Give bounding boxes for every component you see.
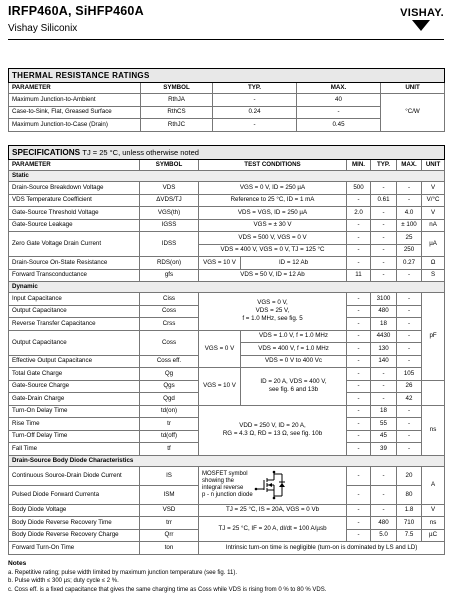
unit-cell: V [422,182,445,195]
unit-cell: V/°C [422,194,445,207]
min-cell: - [347,405,371,418]
typ-cell: - [371,207,397,220]
symbol-cell: tr [140,418,199,431]
max-cell: 40 [297,94,381,107]
typ-cell: 0.61 [371,194,397,207]
table-row [9,466,445,485]
cond-line: VDD = 250 V, ID = 20 A, [239,422,306,429]
min-cell: - [347,393,371,406]
specs-title-row [9,146,445,160]
param-cell: Rise Time [9,418,140,431]
min-cell: - [347,368,371,381]
cond-cell: VGS = 10 V [199,368,241,406]
cond-cell: VDS = VGS, ID = 250 µA [199,207,347,220]
min-cell: - [347,194,371,207]
note-item: a. Repetitive rating; pulse width limited by maximum junction temperature (see fig. 11). [8,569,237,576]
table-row [9,219,445,232]
cond-cell: TJ = 25 °C, IS = 20A, VGS = 0 Vb [199,504,347,517]
unit-cell: Ω [422,257,445,270]
col-header: PARAMETER [9,160,140,171]
cond-cell: VDS = 400 V, VGS = 0 V, TJ = 125 °C [199,244,347,257]
symbol-cell: ton [140,542,199,555]
max-cell: - [397,430,422,443]
param-cell: Gate-Source Threshold Voltage [9,207,140,220]
symbol-cell: Coss [140,305,199,318]
table-row [9,106,445,119]
max-cell: 25 [397,232,422,245]
cond-line: VDS = 25 V, [255,307,290,315]
min-cell: - [347,330,371,343]
cond-line: MOSFET symbol [202,471,248,477]
param-cell: Drain-Source On-State Resistance [9,257,140,270]
min-cell: - [347,355,371,368]
table-row [9,368,445,381]
typ-cell: - [371,504,397,517]
symbol-cell: VSD [140,504,199,517]
param-cell: Output Capacitance [9,330,140,355]
symbol-cell: Qgs [140,380,199,393]
min-cell: 500 [347,182,371,195]
max-cell: 7.5 [397,529,422,542]
param-cell: Fall Time [9,443,140,456]
unit-cell: V [422,504,445,517]
param-cell: VDS Temperature Coefficient [9,194,140,207]
min-cell: - [347,485,371,504]
param-cell: Drain-Source Breakdown Voltage [9,182,140,195]
cond-cell [241,368,347,406]
min-cell: - [347,443,371,456]
symbol-cell: Qg [140,368,199,381]
typ-cell: - [371,485,397,504]
table-row [9,194,445,207]
typ-cell: 45 [371,430,397,443]
table-row [9,542,445,555]
param-cell: Body Diode Reverse Recovery Time [9,517,140,530]
symbol-cell: td(off) [140,430,199,443]
specs-title: SPECIFICATIONS [12,147,81,157]
unit-cell: µC [422,529,445,542]
min-cell: 11 [347,269,371,282]
typ-cell: 5.0 [371,529,397,542]
param-cell: Case-to-Sink, Flat, Greased Surface [9,106,141,119]
cond-line: f = 1.0 MHz, see fig. 5 [242,315,303,323]
cond-cell: VDS = 400 V, f = 1.0 MHz [241,343,347,356]
typ-cell: - [371,368,397,381]
typ-cell: 0.24 [213,106,297,119]
col-header: TYP. [371,160,397,171]
symbol-cell: Qrr [140,529,199,542]
min-cell: 2.0 [347,207,371,220]
unit-cell: V [422,207,445,220]
max-cell: - [397,194,422,207]
min-cell: - [347,293,371,306]
param-cell: Input Capacitance [9,293,140,306]
section-diode: Drain-Source Body Diode Characteristics [9,455,445,466]
typ-cell: 39 [371,443,397,456]
max-cell: - [397,293,422,306]
param-cell: Reverse Transfer Capacitance [9,318,140,331]
symbol-cell: gfs [140,269,199,282]
max-cell: - [397,405,422,418]
symbol-cell: Qgd [140,393,199,406]
unit-cell: µA [422,232,445,257]
max-cell: 0.45 [297,119,381,132]
max-cell: 80 [397,485,422,504]
table-row [9,405,445,418]
table-row [9,119,445,132]
typ-cell: 140 [371,355,397,368]
min-cell: - [347,232,371,245]
typ-cell: - [213,119,297,132]
thermal-table [8,68,445,132]
symbol-cell: Coss [140,330,199,355]
cond-line: integral reverse [202,485,244,491]
table-row [9,504,445,517]
max-cell: 42 [397,393,422,406]
cond-cell: VDS = 50 V, ID = 12 Ab [199,269,347,282]
col-header: MAX. [397,160,422,171]
typ-cell: 55 [371,418,397,431]
symbol-cell: RthJC [141,119,213,132]
table-row [9,207,445,220]
max-cell: 105 [397,368,422,381]
min-cell: - [347,318,371,331]
cond-line: RG = 4.3 Ω, RD = 13 Ω, see fig. 10b [222,430,323,437]
max-cell: - [397,418,422,431]
symbol-cell: Coss eff. [140,355,199,368]
note-item: c. Coss eff. is a fixed capacitance that gives the same charging time as Coss while VDS is rising from 0 % to 80 % VDS. [8,586,327,593]
max-cell: 4.0 [397,207,422,220]
symbol-cell: RthCS [141,106,213,119]
unit-cell: °C/W [381,94,445,132]
param-cell: Maximum Junction-to-Ambient [9,94,141,107]
symbol-cell: trr [140,517,199,530]
typ-cell: 3100 [371,293,397,306]
mosfet-symbol-icon [254,470,288,500]
typ-cell: - [371,466,397,485]
table-row [9,182,445,195]
symbol-cell: IGSS [140,219,199,232]
table-row [9,517,445,530]
typ-cell: 480 [371,305,397,318]
param-cell: Forward Transconductance [9,269,140,282]
cond-cell: TJ = 25 °C, IF = 20 A, dI/dt = 100 A/µsb [199,517,347,542]
cond-cell: ID = 12 Ab [241,257,347,270]
max-cell: - [397,318,422,331]
unit-cell: nA [422,219,445,232]
max-cell: - [397,269,422,282]
thermal-title: THERMAL RESISTANCE RATINGS [9,69,445,83]
max-cell: 710 [397,517,422,530]
min-cell: - [347,219,371,232]
typ-cell: - [371,232,397,245]
max-cell: - [397,182,422,195]
unit-cell: A [422,466,445,504]
max-cell: - [397,305,422,318]
param-cell: Gate-Drain Charge [9,393,140,406]
cond-cell: VGS = 0 V, ID = 250 µA [199,182,347,195]
cond-line: p - n junction diode [202,492,253,498]
typ-cell: - [371,257,397,270]
min-cell: - [347,244,371,257]
max-cell: 250 [397,244,422,257]
min-cell: - [347,257,371,270]
symbol-cell: td(on) [140,405,199,418]
col-header: SYMBOL [140,160,199,171]
typ-cell: 4430 [371,330,397,343]
unit-cell: ns [422,405,445,455]
symbol-cell: ISM [140,485,199,504]
notes-title: Notes [8,560,27,567]
param-cell: Gate-Source Leakage [9,219,140,232]
param-cell: Maximum Junction-to-Case (Drain) [9,119,141,132]
typ-cell: 18 [371,318,397,331]
col-header: SYMBOL [141,83,213,94]
typ-cell: - [371,269,397,282]
min-cell: - [347,517,371,530]
header-rule [8,39,444,40]
typ-cell: - [371,393,397,406]
symbol-cell: Ciss [140,293,199,306]
min-cell: - [347,343,371,356]
cond-cell: VGS = 10 V [199,257,241,270]
param-cell: Pulsed Diode Forward Currenta [9,485,140,504]
cond-cell [199,466,347,504]
typ-cell: - [371,182,397,195]
min-cell: - [347,430,371,443]
specs-condition: TJ = 25 °C, unless otherwise noted [82,147,199,157]
cond-line: see fig. 6 and 13b [268,386,319,394]
cond-cell: VDS = 1.0 V, f = 1.0 MHz [241,330,347,343]
max-cell: 20 [397,466,422,485]
part-number: IRFP460A, SiHFP460A [8,4,144,18]
typ-cell: - [371,219,397,232]
col-header: TEST CONDITIONS [199,160,347,171]
typ-cell: 18 [371,405,397,418]
min-cell: - [347,529,371,542]
cond-cell [199,293,347,331]
symbol-cell: RthJA [141,94,213,107]
section-dynamic: Dynamic [9,282,445,293]
param-cell: Continuous Source-Drain Diode Current [9,466,140,485]
symbol-cell: VDS [140,182,199,195]
table-row [9,257,445,270]
typ-cell: - [213,94,297,107]
param-cell: Turn-Off Delay Time [9,430,140,443]
param-cell: Turn-On Delay Time [9,405,140,418]
symbol-cell: ΔVDS/TJ [140,194,199,207]
typ-cell: 130 [371,343,397,356]
max-cell: 26 [397,380,422,393]
section-static: Static [9,171,445,182]
max-cell: ± 100 [397,219,422,232]
param-cell: Zero Gate Voltage Drain Current [9,232,140,257]
typ-cell: - [371,244,397,257]
max-cell: - [297,106,381,119]
min-cell: - [347,504,371,517]
symbol-cell: tf [140,443,199,456]
cond-line: showing the [202,478,235,484]
max-cell: - [397,443,422,456]
vishay-logo [398,7,444,37]
param-cell: Body Diode Voltage [9,504,140,517]
note-item: b. Pulse width ≤ 300 µs; duty cycle ≤ 2 %. [8,578,119,585]
symbol-cell: IDSS [140,232,199,257]
cond-line: VGS = 0 V, [257,299,288,307]
unit-cell: ns [422,517,445,530]
symbol-cell: VGS(th) [140,207,199,220]
max-cell: - [397,343,422,356]
param-cell: Output Capacitance [9,305,140,318]
max-cell: 1.8 [397,504,422,517]
unit-cell: S [422,269,445,282]
min-cell: - [347,466,371,485]
min-cell: - [347,305,371,318]
cond-cell: VDS = 500 V, VGS = 0 V [199,232,347,245]
specifications-table [8,145,445,555]
max-cell: - [397,330,422,343]
symbol-cell: RDS(on) [140,257,199,270]
max-cell: 0.27 [397,257,422,270]
cond-cell: Intrinsic turn-on time is negligible (turn-on is dominated by LS and LD) [199,542,445,555]
col-header: MIN. [347,160,371,171]
logo-text: VISHAY. [400,7,444,19]
param-cell: Forward Turn-On Time [9,542,140,555]
table-row [9,293,445,306]
logo-triangle-icon [412,20,430,31]
table-row [9,269,445,282]
param-cell: Body Diode Reverse Recovery Charge [9,529,140,542]
symbol-cell: Crss [140,318,199,331]
max-cell: - [397,355,422,368]
param-cell: Total Gate Charge [9,368,140,381]
table-row [9,330,445,343]
col-header: UNIT [381,83,445,94]
cond-cell [199,405,347,455]
page-header [8,4,444,42]
min-cell: - [347,418,371,431]
table-row [9,232,445,245]
cond-cell: VDS = 0 V to 400 Vc [241,355,347,368]
unit-cell: pF [422,293,445,381]
param-cell: Effective Output Capacitance [9,355,140,368]
col-header: UNIT [422,160,445,171]
typ-cell: 480 [371,517,397,530]
col-header: MAX. [297,83,381,94]
table-row [9,94,445,107]
typ-cell: - [371,380,397,393]
cond-cell: VGS = 0 V [199,330,241,368]
col-header: PARAMETER [9,83,141,94]
min-cell: - [347,380,371,393]
cond-line: ID = 20 A, VDS = 400 V, [260,378,327,386]
param-cell: Gate-Source Charge [9,380,140,393]
symbol-cell: IS [140,466,199,485]
cond-cell: VGS = ± 30 V [199,219,347,232]
notes [8,560,444,594]
col-header: TYP. [213,83,297,94]
cond-cell: Reference to 25 °C, ID = 1 mA [199,194,347,207]
manufacturer: Vishay Siliconix [8,23,78,34]
